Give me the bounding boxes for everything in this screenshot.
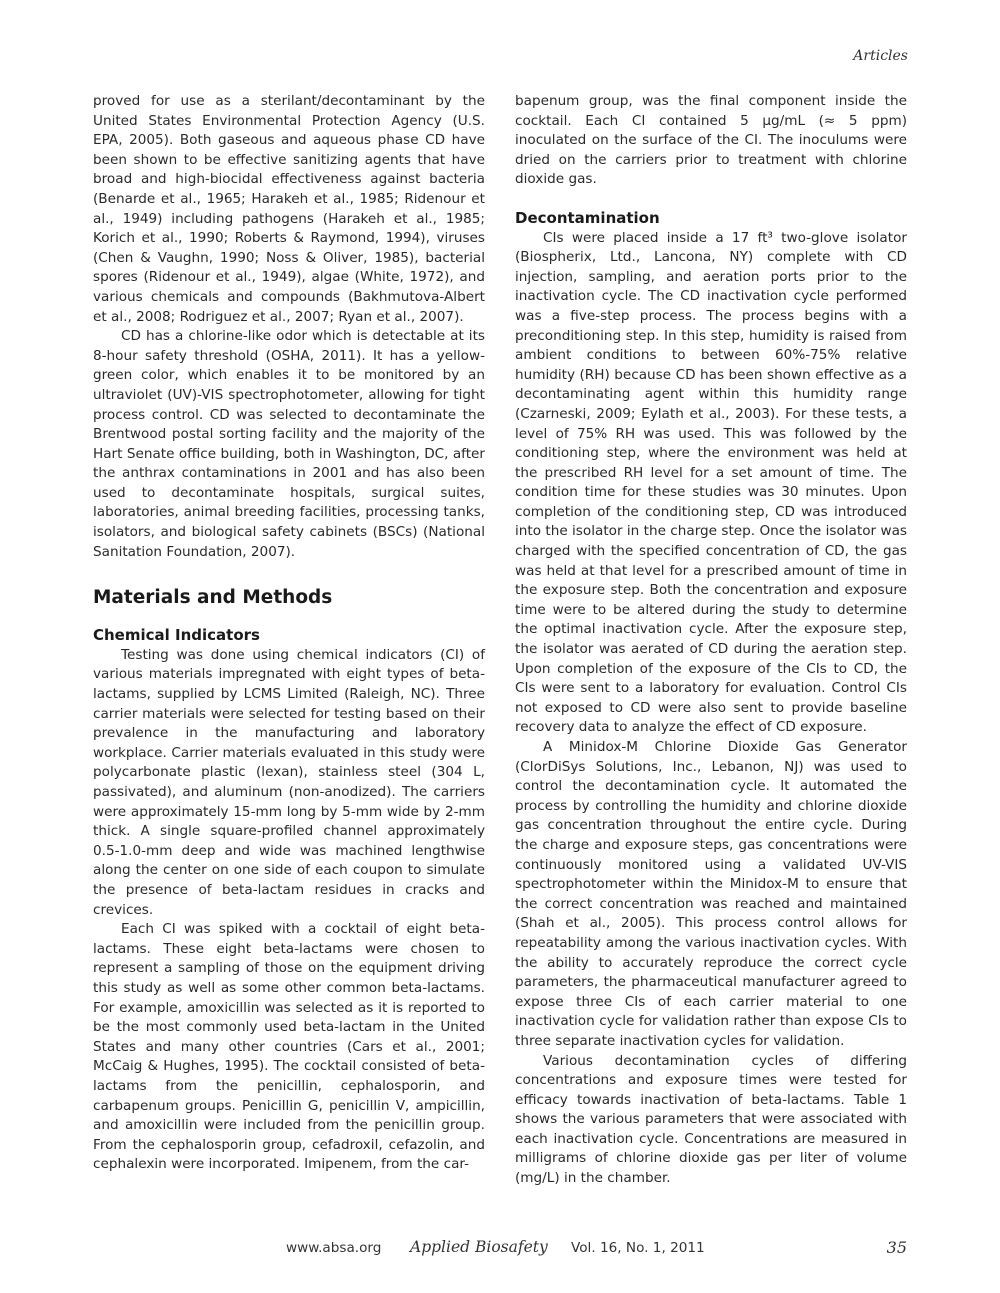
section-heading: Materials and Methods [93,587,333,609]
footer-website: www.absa.org [286,1240,382,1256]
paragraph: proved for use as a sterilant/decontaminant by the United States Environmental Protection Agency (U.S. EPA, 2005). Both gaseous and aqueous phase CD have been shown to be effective sanitizing agents that have broad and high-biocidal effectiveness against bacteria (Benarde et al., 1965; Harakeh et al., 1985; Ridenour et al., 1949) including pathogens (Harakeh et al., 1985; Korich et al., 1990; Roberts & Raymond, 1994), viruses (Chen & Vaughn, 1990; Noss & Oliver, 1985), bacterial spores (Ridenour et al., 1949), algae (White, 1972), and various chemicals and compounds (Bakhmutova-Albert et al., 2008; Rodriguez et al., 2007; Ryan et al., 2007). [93,93,485,325]
right-column [515,92,907,1189]
left-column [93,92,485,1175]
subsection-heading: Decontamination [515,208,660,227]
paragraph: Testing was done using chemical indicators (CI) of various materials impregnated with eight types of beta-lactams, supplied by LCMS Limited (Raleigh, NC). Three carrier materials were selected for testing based on their prevalence in the manufacturing and laboratory workplace. Carrier materials evaluated in this study were polycarbonate plastic (lexan), stainless steel (304 L, passivated), and aluminum (non-anodized). The carriers were approximately 15-mm long by 5-mm wide by 2-mm thick. A single square-profiled channel approximately 0.5-1.0-mm deep and wide was machined lengthwise along the center on one side of each coupon to simulate the presence of beta-lactam residues in cracks and crevices. [93,646,485,918]
subsection-heading: Chemical Indicators [93,626,260,645]
paragraph: bapenum group, was the final component inside the cocktail. Each CI contained 5 µg/mL (≈ 5 ppm) inoculated on the surface of the CI. The inoculums were dried on the carriers prior to treatment with chlorine dioxide gas. [515,93,907,188]
paragraph: Each CI was spiked with a cocktail of eight beta-lactams. These eight beta-lactams were chosen to represent a sampling of those on the equipment driving this study as well as some other common beta-lactams. For example, amoxicillin was selected as it is reported to be the most commonly used beta-lactam in the United States and many other countries (Cars et al., 2001; McCaig & Hughes, 1995). The cocktail consisted of beta-lactams from the penicillin, cephalosporin, and carbapenum groups. Penicillin G, penicillin V, ampicillin, and amoxicillin were included from the penicillin group. From the cephalosporin group, cefadroxil, cefazolin, and cephalexin were incorporated. Imipenem, from the car- [93,921,485,1173]
page-number: 35 [886,1238,907,1257]
footer-volume: Vol. 16, No. 1, 2011 [571,1240,705,1256]
page-footer [0,1238,1000,1262]
section-label: Articles [853,48,908,64]
paragraph: Various decontamination cycles of differing concentrations and exposure times were tested for efficacy towards inactivation of beta-lactams. Table 1 shows the various parameters that were associated with each inactivation cycle. Concentrations are measured in milligrams of chlorine dioxide gas per liter of volume (mg/L) in the chamber. [515,1052,907,1187]
paragraph: CIs were placed inside a 17 ft³ two-glove isolator (Biospherix, Ltd., Lancona, NY) complete with CD injection, sampling, and aeration ports prior to the inactivation cycle. The CD inactivation cycle performed was a five-step process. The process begins with a preconditioning step. In this step, humidity is raised from ambient conditions to between 60%-75% relative humidity (RH) because CD has been shown effective as a decontaminating agent within this humidity range (Czarneski, 2009; Eylath et al., 2003). For these tests, a level of 75% RH was used. This was followed by the conditioning step, where the environment was held at the prescribed RH level for a set amount of time. The condition time for these studies was 30 minutes. Upon completion of the conditioning step, CD was introduced into the isolator in the charge step. Once the isolator was charged with the specified concentration of CD, the gas was held at that level for a prescribed amount of time in the exposure step. Both the concentration and exposure time were to be altered during the study to determine the optimal inactivation cycle. After the exposure step, the isolator was aerated of CD during the aeration step. Upon completion of the exposure of the CIs to CD, the CIs were sent to a laboratory for evaluation. Control CIs not exposed to CD were also sent to provide baseline recovery data to analyze the effect of CD exposure. [515,229,907,736]
paragraph: CD has a chlorine-like odor which is detectable at its 8-hour safety threshold (OSHA, 2011). It has a yellow-green color, which enables it to be monitored by an ultraviolet (UV)-VIS spectrophotometer, allowing for tight process control. CD was selected to decontaminate the Brentwood postal sorting facility and the majority of the Hart Senate office building, both in Washington, DC, after the anthrax contaminations in 2001 and has also been used to decontaminate hospitals, surgical suites, laboratories, animal breeding facilities, processing tanks, isolators, and biological safety cabinets (BSCs) (National Sanitation Foundation, 2007). [93,328,485,560]
paragraph: A Minidox-M Chlorine Dioxide Gas Generator (ClorDiSys Solutions, Inc., Lebanon, NJ) was used to control the decontamination cycle. It automated the process by controlling the humidity and chlorine dioxide gas concentration throughout the entire cycle. During the charge and exposure steps, gas concentrations were continuously monitored using a validated UV-VIS spectrophotometer within the Minidox-M to ensure that the correct concentration was reached and maintained (Shah et al., 2005). This process control allows for repeatability among the various inactivation cycles. With the ability to accurately reproduce the correct cycle parameters, the pharmaceutical manufacturer agreed to expose three CIs of each carrier material to one inactivation cycle for validation rather than expose CIs to three separate inactivation cycles for validation. [515,739,907,1049]
footer-journal-title: Applied Biosafety [410,1238,548,1256]
